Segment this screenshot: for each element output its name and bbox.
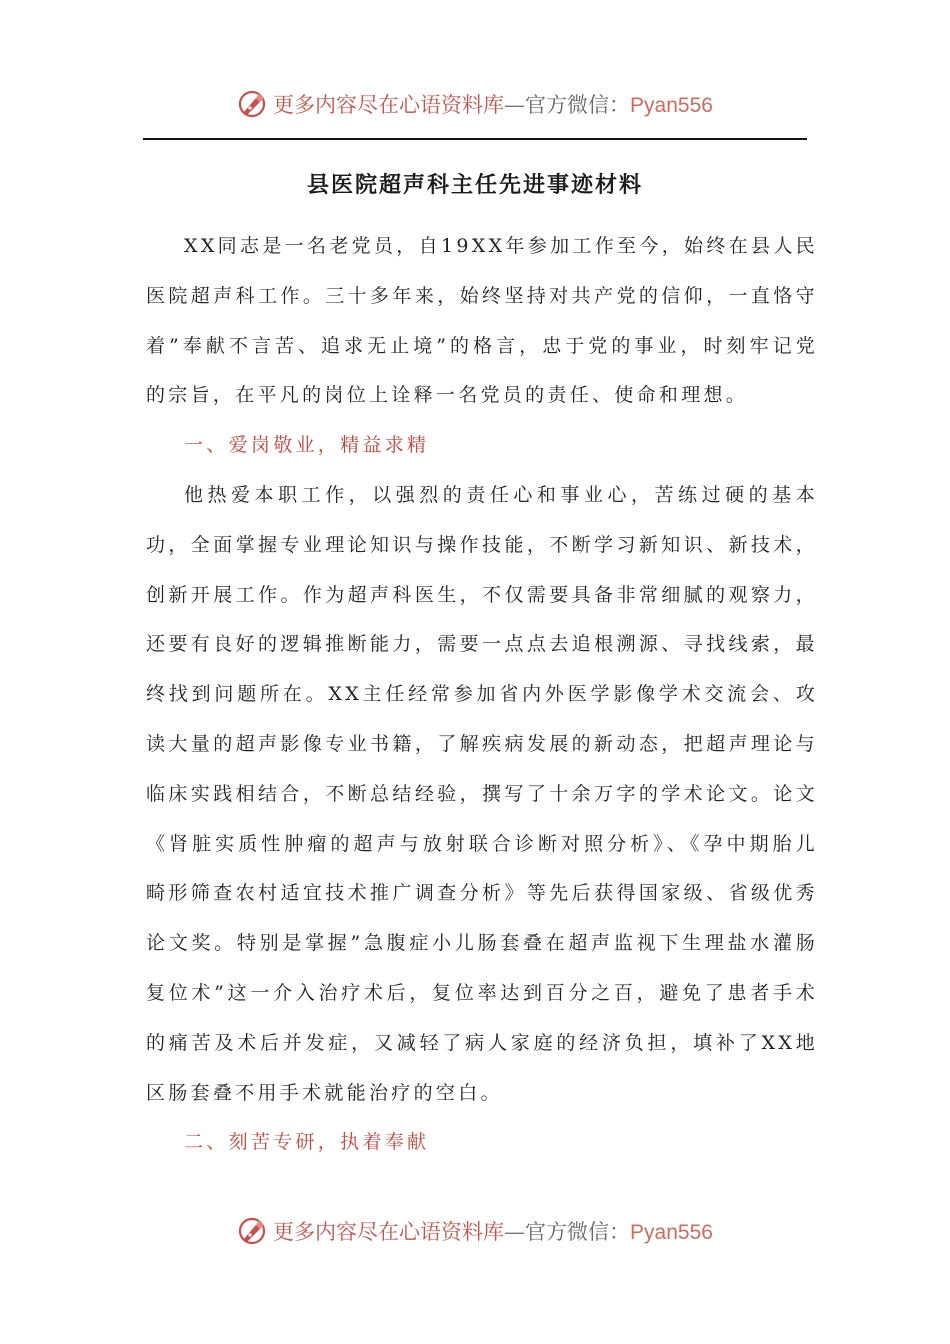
pen-nib-logo-icon	[237, 89, 267, 119]
section-heading-2: 二、刻苦专研，执着奉献	[184, 1131, 430, 1154]
pen-nib-logo-icon	[237, 1216, 267, 1246]
section-1-paragraph: 他热爱本职工作，以强烈的责任心和事业心，苦练过硬的基本功，全面掌握专业理论知识与操作技能，不断学习新知识、新技术，创新开展工作。作为超声科医生，不仅需要具备非常细腻的观察力，还要有良好的逻辑推断能力，需要一点点去追根溯源、寻找线索，最终找到问题所在。XX主任经常参加省内外医学影像学术交流会、攻读大量的超声影像专业书籍，了解疾病发展的新动态，把超声理论与临床实践相结合，不断总结经验，撰写了十余万字的学术论文。论文《肾脏实质性肿瘤的超声与放射联合诊断对照分析》、《孕中期胎儿畸形筛查农村适宜技术推广调查分析》等先后获得国家级、省级优秀论文奖。特别是掌握”急腹症小儿肠套叠在超声监视下生理盐水灌肠复位术”这一介入治疗术后，复位率达到百分之百，避免了患者手术的痛苦及术后并发症，又减轻了病人家庭的经济负担，填补了XX地区肠套叠不用手术就能治疗的空白。	[146, 483, 818, 1104]
banner-text: 更多内容尽在心语资料库—官方微信：Pyan556	[273, 93, 713, 117]
footer-banner	[0, 1211, 950, 1251]
intro-paragraph: XX同志是一名老党员，自19XX年参加工作至今，始终在县人民医院超声科工作。三十多年来，始终坚持对共产党的信仰，一直恪守着”奉献不言苦、追求无止境”的格言，忠于党的事业，时刻牢记党的宗旨，在平凡的岗位上诠释一名党员的责任、使命和理想。	[146, 235, 818, 407]
document-body	[146, 222, 818, 1168]
header-banner	[0, 84, 950, 124]
banner-text: 更多内容尽在心语资料库—官方微信：Pyan556	[273, 1220, 713, 1244]
section-heading-1: 一、爱岗敬业，精益求精	[184, 434, 430, 457]
header-divider	[143, 138, 807, 140]
document-title: 县医院超声科主任先进事迹材料	[306, 173, 643, 198]
